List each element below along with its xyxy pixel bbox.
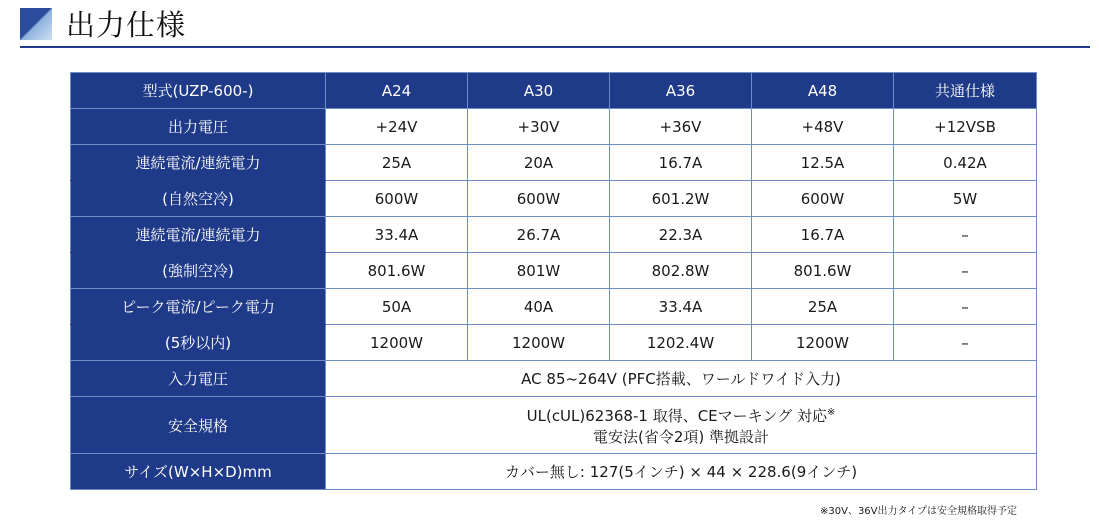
row-label: (自然空冷) [71,181,326,217]
section-title: 出力仕様 [66,8,187,42]
safety-value [326,397,1037,454]
cell: 802.8W [610,253,752,289]
cell: 26.7A [468,217,610,253]
row-label: 連続電流/連続電力 [71,145,326,181]
cell: 16.7A [752,217,894,253]
col-header: A24 [326,73,468,109]
safety-line-1 [326,402,1036,427]
col-header: A36 [610,73,752,109]
table-row [71,181,1037,217]
col-header: A48 [752,73,894,109]
row-label: (強制空冷) [71,253,326,289]
cell: – [894,217,1037,253]
cell: 801W [468,253,610,289]
cell: 600W [326,181,468,217]
cell: 5W [894,181,1037,217]
cell: 0.42A [894,145,1037,181]
table-row [71,109,1037,145]
cell: +36V [610,109,752,145]
cell: 12.5A [752,145,894,181]
col-header: 共通仕様 [894,73,1037,109]
cell: +48V [752,109,894,145]
cell: 1200W [468,325,610,361]
col-header: A30 [468,73,610,109]
table-row [71,217,1037,253]
spec-table [70,72,1037,490]
cell: 801.6W [326,253,468,289]
input-voltage-value: AC 85~264V (PFC搭載、ワールドワイド入力) [326,361,1037,397]
cell: 50A [326,289,468,325]
cell: 600W [468,181,610,217]
cell: 601.2W [610,181,752,217]
table-row [71,325,1037,361]
table-row [71,361,1037,397]
cell: 20A [468,145,610,181]
row-label: ピーク電流/ピーク電力 [71,289,326,325]
safety-line-1-text: UL(cUL)62368-1 取得、CEマーキング 対応 [526,407,827,425]
row-label: サイズ(W×H×D)mm [71,454,326,490]
cell: 16.7A [610,145,752,181]
cell: +30V [468,109,610,145]
cell: – [894,289,1037,325]
model-label: 型式(UZP-600-) [71,73,326,109]
cell: 1200W [752,325,894,361]
safety-line-2: 電安法(省令2項) 準拠設計 [592,428,770,446]
cell: 33.4A [326,217,468,253]
cell: 25A [326,145,468,181]
section-header [0,0,1099,52]
row-label: (5秒以内) [71,325,326,361]
table-row [71,253,1037,289]
cell: – [894,325,1037,361]
cell: +12VSB [894,109,1037,145]
section-marker-icon [20,8,52,40]
cell: 33.4A [610,289,752,325]
footnote: ※30V、36V出力タイプは安全規格取得予定 [820,506,1018,517]
table-row-header [71,73,1037,109]
row-label: 出力電圧 [71,109,326,145]
cell: 40A [468,289,610,325]
table-row [71,145,1037,181]
cell: 25A [752,289,894,325]
size-value: カバー無し: 127(5インチ) × 44 × 228.6(9インチ) [326,454,1037,490]
row-label: 安全規格 [71,397,326,454]
cell: 1200W [326,325,468,361]
cell: +24V [326,109,468,145]
cell: 801.6W [752,253,894,289]
table-row [71,454,1037,490]
table-row [71,397,1037,454]
cell: 600W [752,181,894,217]
cell: 1202.4W [610,325,752,361]
cell: 22.3A [610,217,752,253]
row-label: 連続電流/連続電力 [71,217,326,253]
table-row [71,289,1037,325]
cell: – [894,253,1037,289]
footnote-mark: ※ [826,407,836,418]
row-label: 入力電圧 [71,361,326,397]
header-rule [20,46,1090,48]
